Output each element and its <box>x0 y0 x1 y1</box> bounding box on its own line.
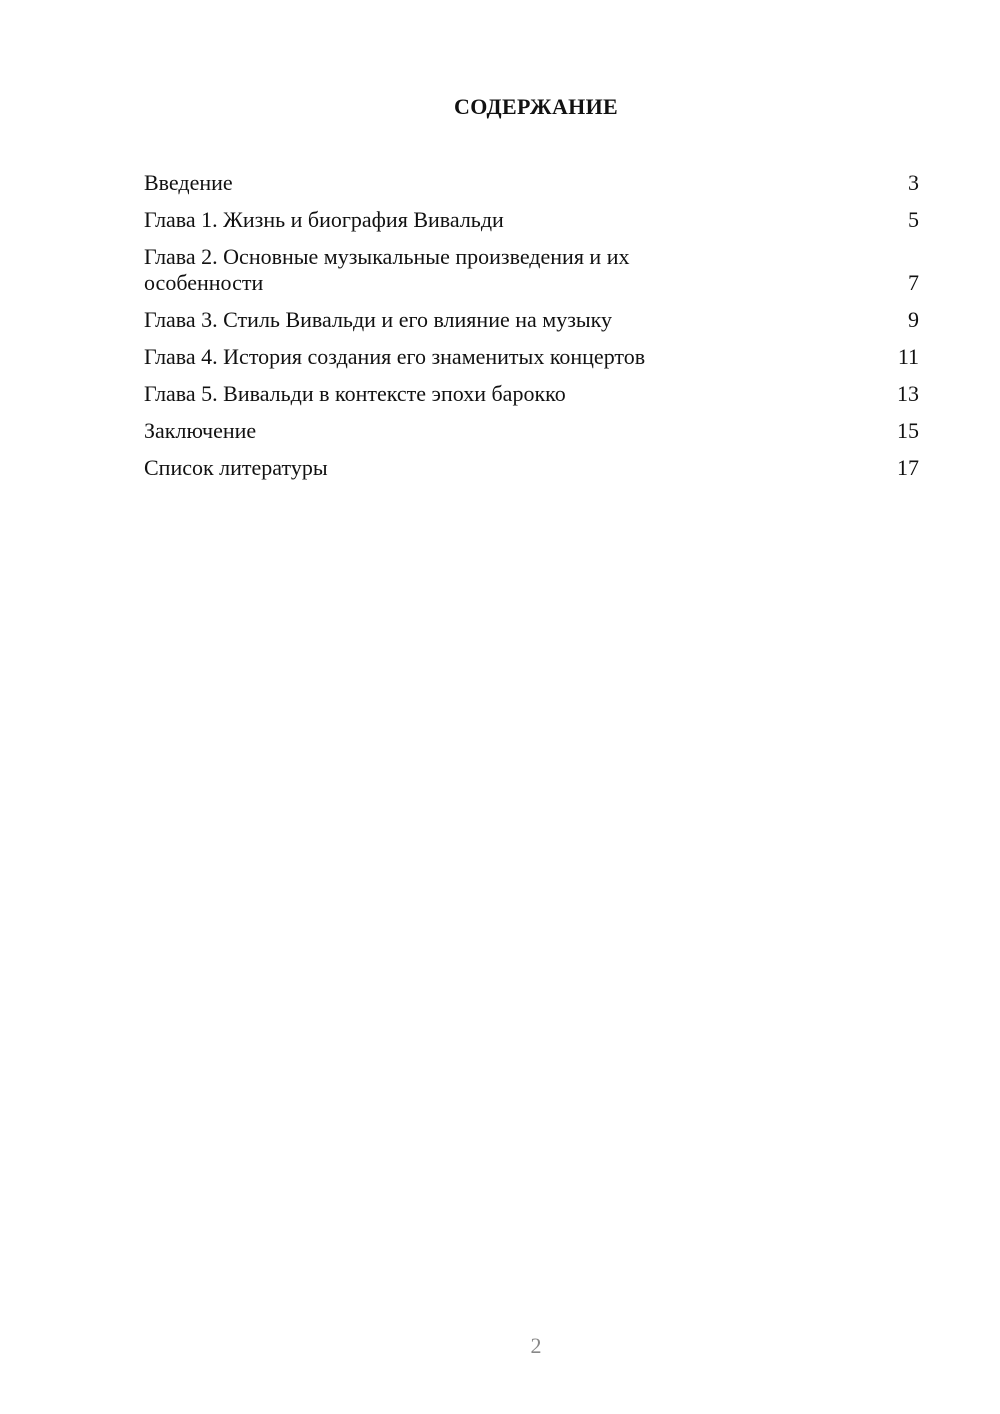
toc-entry-label: Глава 1. Жизнь и биография Вивальди <box>144 207 504 232</box>
toc-entry-label: Заключение <box>144 418 257 443</box>
toc-entry-label: Глава 2. Основные музыкальные произведения и их особенности <box>144 244 630 295</box>
toc-entry-page: 5 <box>908 207 919 232</box>
toc-entry-page: 13 <box>897 381 919 406</box>
toc-entry-page: 11 <box>897 344 919 369</box>
toc-entry-label: Глава 4. История создания его знаменитых концертов <box>144 344 646 369</box>
toc-entry-label: Список литературы <box>144 455 328 480</box>
toc-entry-page: 15 <box>897 418 919 443</box>
toc-list <box>144 170 919 492</box>
toc-entry-label: Глава 3. Стиль Вивальди и его влияние на музыку <box>144 307 613 332</box>
toc-entry-chapter-1 <box>144 207 919 233</box>
toc-entry-chapter-3 <box>144 307 919 333</box>
toc-title: СОДЕРЖАНИЕ <box>454 94 618 119</box>
toc-entry-chapter-4 <box>144 344 919 370</box>
toc-entry-page: 3 <box>908 170 919 195</box>
toc-entry-conclusion <box>144 418 919 444</box>
toc-entry-introduction <box>144 170 919 196</box>
toc-entry-page: 7 <box>908 270 919 295</box>
toc-entry-label: Введение <box>144 170 233 195</box>
toc-entry-chapter-2 <box>144 244 919 296</box>
toc-entry-page: 9 <box>908 307 919 332</box>
toc-entry-chapter-5 <box>144 381 919 407</box>
toc-entry-label: Глава 5. Вивальди в контексте эпохи барокко <box>144 381 566 406</box>
toc-entry-page: 17 <box>897 455 919 480</box>
page-number: 2 <box>530 1333 542 1358</box>
toc-entry-bibliography <box>144 455 919 481</box>
